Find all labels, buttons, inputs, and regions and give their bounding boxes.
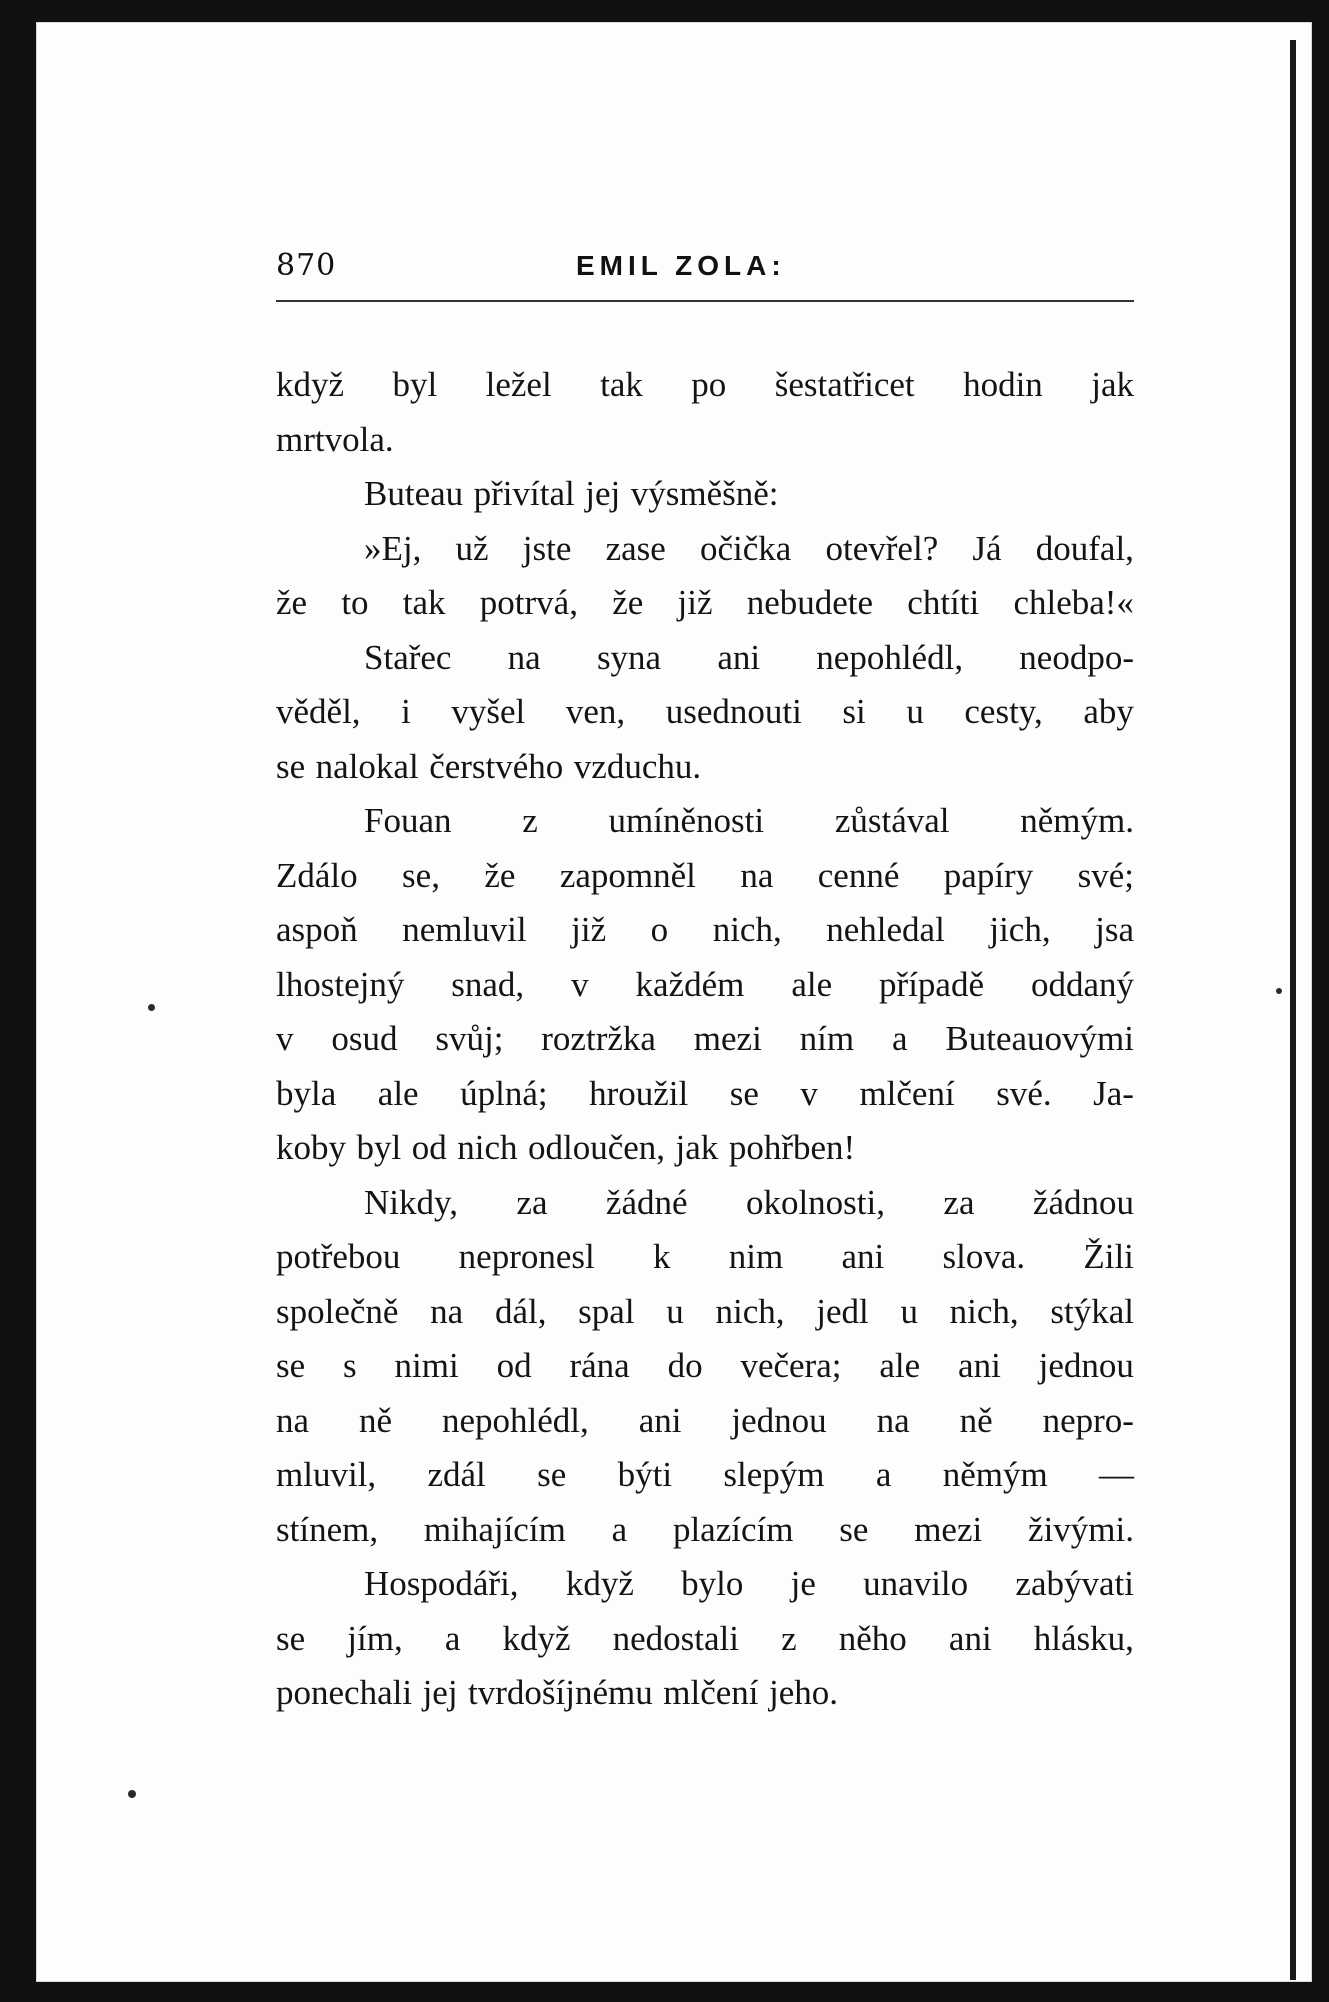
word: Buteau xyxy=(364,474,464,513)
word: Hospodáři, xyxy=(364,1564,519,1603)
word: býti xyxy=(617,1455,673,1494)
word: Já xyxy=(972,528,1002,568)
word: za xyxy=(516,1182,548,1222)
word: umíněnosti xyxy=(608,801,765,840)
word: bylo xyxy=(681,1564,744,1603)
text-line xyxy=(276,576,1134,631)
word: mlčení xyxy=(859,1073,955,1113)
word: se xyxy=(276,1618,306,1658)
word: už xyxy=(455,528,489,568)
word: vzduchu. xyxy=(573,746,702,786)
word: jednou xyxy=(731,1400,827,1440)
word: očička xyxy=(700,528,792,568)
word: je xyxy=(790,1564,816,1603)
text-line xyxy=(276,1503,1134,1558)
word: do xyxy=(667,1346,703,1385)
word: čerstvého xyxy=(429,746,564,786)
word: Žili xyxy=(1083,1237,1134,1276)
word: papíry xyxy=(943,855,1034,895)
word: jak xyxy=(1091,365,1134,404)
text-line xyxy=(276,685,1134,740)
word: osud xyxy=(331,1019,398,1058)
word: u xyxy=(906,692,924,731)
word: ním xyxy=(799,1019,855,1058)
word: že xyxy=(276,583,308,622)
word: ně xyxy=(959,1400,993,1440)
word: když xyxy=(565,1564,634,1603)
word: případě xyxy=(879,964,984,1004)
word: a xyxy=(891,1019,908,1058)
running-header xyxy=(276,248,1134,288)
running-title: EMIL ZOLA: xyxy=(576,250,786,281)
word: když xyxy=(502,1618,571,1658)
word: že xyxy=(612,583,644,622)
text-line xyxy=(276,467,1134,522)
word: aspoň xyxy=(276,910,358,949)
word: jím, xyxy=(347,1618,403,1658)
text-line xyxy=(276,1666,1134,1721)
word: k xyxy=(653,1237,671,1276)
word: tvrdošíjnému xyxy=(468,1673,653,1712)
word: po xyxy=(691,365,727,404)
paper-speck xyxy=(1276,988,1282,994)
word: potrvá, xyxy=(479,583,578,622)
word: na xyxy=(876,1400,910,1440)
text-line xyxy=(276,1230,1134,1285)
word: nim xyxy=(728,1237,784,1276)
word: ani xyxy=(948,1618,992,1658)
word: ale xyxy=(879,1346,921,1385)
word: z xyxy=(522,801,538,840)
word: i xyxy=(401,692,411,731)
text-line xyxy=(276,522,1134,577)
word: že xyxy=(484,855,516,895)
word: se xyxy=(276,1346,306,1385)
text-line xyxy=(276,1012,1134,1067)
word: šestatřicet xyxy=(774,365,915,404)
word: nepohlédl, xyxy=(816,637,964,677)
word: se xyxy=(839,1509,869,1549)
word: jej xyxy=(422,1673,458,1712)
word: svůj; xyxy=(435,1019,504,1058)
word: mlčení xyxy=(663,1673,759,1712)
text-line xyxy=(276,1557,1134,1612)
word: živými. xyxy=(1028,1509,1134,1549)
word: plazícím xyxy=(672,1509,794,1549)
word: své. xyxy=(996,1073,1052,1113)
text-line xyxy=(276,1067,1134,1122)
word: a xyxy=(875,1455,892,1494)
word: něho xyxy=(838,1618,907,1658)
word: výsměšně: xyxy=(630,474,779,513)
word: mihajícím xyxy=(423,1509,566,1549)
word: unavilo xyxy=(863,1564,969,1603)
word: rána xyxy=(569,1346,630,1385)
word: nich xyxy=(457,1128,518,1167)
word: když xyxy=(276,365,345,404)
word: lhostejný xyxy=(276,964,405,1004)
text-line xyxy=(276,1612,1134,1667)
word: Zdálo xyxy=(276,855,358,895)
word: němým. xyxy=(1020,801,1134,840)
word: nalokal xyxy=(315,746,419,786)
word: jsa xyxy=(1095,910,1134,949)
text-line xyxy=(276,1339,1134,1394)
word: odloučen, xyxy=(528,1128,666,1167)
word: zdál xyxy=(427,1455,486,1494)
word: u xyxy=(666,1291,684,1331)
word: dál, xyxy=(494,1291,547,1331)
word: jich, xyxy=(989,910,1051,949)
word: vyšel xyxy=(451,692,526,731)
word: Buteauovými xyxy=(945,1019,1134,1058)
word: ani xyxy=(638,1400,682,1440)
word: věděl, xyxy=(276,692,361,731)
word: jste xyxy=(522,528,572,568)
word: od xyxy=(411,1128,447,1167)
word: nich, xyxy=(712,910,782,949)
word: zase xyxy=(605,528,666,568)
word: ani xyxy=(841,1237,885,1276)
word: doufal, xyxy=(1035,528,1134,568)
word: u xyxy=(900,1291,918,1331)
word: a xyxy=(444,1618,461,1658)
word: Nikdy, xyxy=(364,1182,458,1222)
word: oddaný xyxy=(1030,964,1134,1004)
word: úplná; xyxy=(460,1073,548,1113)
text-line xyxy=(276,794,1134,849)
word: nemluvil xyxy=(402,910,527,949)
word: nepronesl xyxy=(458,1237,595,1276)
word: jeho. xyxy=(769,1673,839,1712)
text-line xyxy=(276,358,1134,413)
word: si xyxy=(842,692,866,731)
word: byl xyxy=(392,365,438,404)
word: roztržka xyxy=(541,1019,656,1058)
word: slepým xyxy=(723,1455,825,1494)
word: na xyxy=(430,1291,464,1331)
word: hroužil xyxy=(589,1073,689,1113)
page-number: 870 xyxy=(276,248,337,283)
word: jednou xyxy=(1038,1346,1134,1385)
word: žádnou xyxy=(1032,1182,1134,1222)
word: stýkal xyxy=(1050,1291,1134,1331)
word: potřebou xyxy=(276,1237,401,1276)
word: otevřel? xyxy=(825,528,939,568)
text-line xyxy=(276,1394,1134,1449)
word: každém xyxy=(635,964,745,1004)
word: to xyxy=(341,583,369,622)
page-edge-shadow xyxy=(1290,40,1296,1980)
word: mezi xyxy=(693,1019,762,1058)
word: koby xyxy=(276,1128,346,1167)
text-line xyxy=(276,1176,1134,1231)
word: v xyxy=(800,1073,818,1113)
word: nich, xyxy=(949,1291,1019,1331)
word: své; xyxy=(1077,855,1134,895)
word: »Ej, xyxy=(364,528,422,568)
word: nebudete xyxy=(746,583,874,622)
word: na xyxy=(740,855,774,895)
text-line xyxy=(276,740,1134,795)
word: ven, xyxy=(565,692,626,731)
word: aby xyxy=(1083,692,1134,731)
word: cesty, xyxy=(964,692,1043,731)
word: nimi xyxy=(394,1346,459,1385)
word: se xyxy=(276,746,306,786)
word: jej xyxy=(585,474,621,513)
word: jak xyxy=(675,1128,719,1167)
word: mrtvola. xyxy=(276,419,394,459)
text-line xyxy=(276,1285,1134,1340)
word: z xyxy=(781,1618,797,1658)
word: ponechali xyxy=(276,1673,413,1712)
text-line xyxy=(276,849,1134,904)
word: ani xyxy=(958,1346,1001,1385)
word: žádné xyxy=(605,1182,688,1222)
word: na xyxy=(507,637,541,677)
word: pohřben! xyxy=(728,1128,856,1167)
word: nich, xyxy=(715,1291,785,1331)
paper-speck xyxy=(128,1790,136,1798)
word: nehledal xyxy=(826,910,945,949)
word: se xyxy=(537,1455,567,1494)
word: hlásku, xyxy=(1033,1618,1134,1658)
word: ležel xyxy=(485,365,552,404)
paper-speck xyxy=(148,1004,155,1011)
word: a xyxy=(611,1509,628,1549)
word: Stařec xyxy=(364,637,452,677)
word: přivítal xyxy=(473,474,575,513)
word: chtíti xyxy=(907,583,980,622)
word: snad, xyxy=(451,964,525,1004)
word: na xyxy=(276,1400,310,1440)
word: nepohlédl, xyxy=(441,1400,589,1440)
word: slova. xyxy=(942,1237,1026,1276)
word: tak xyxy=(600,365,643,404)
word: zůstával xyxy=(834,801,950,840)
word: se, xyxy=(402,855,440,895)
header-rule xyxy=(276,300,1134,302)
word: ně xyxy=(358,1400,393,1440)
word: ani xyxy=(717,637,761,677)
word: spal xyxy=(578,1291,635,1331)
word: se xyxy=(729,1073,759,1113)
word: zabývati xyxy=(1015,1564,1134,1603)
word: ale xyxy=(791,964,833,1004)
word: ale xyxy=(377,1073,419,1113)
word: němým xyxy=(942,1455,1048,1494)
text-line xyxy=(276,958,1134,1013)
text-line xyxy=(276,1448,1134,1503)
word: mluvil, xyxy=(276,1455,377,1494)
word: mezi xyxy=(914,1509,983,1549)
text-line xyxy=(276,413,1134,468)
word: okolnosti, xyxy=(745,1182,885,1222)
word: hodin xyxy=(963,365,1043,404)
word: jedl xyxy=(816,1291,869,1331)
word: již xyxy=(677,583,713,622)
word: tak xyxy=(402,583,446,622)
word: nedostali xyxy=(612,1618,739,1658)
word: večera; xyxy=(740,1346,842,1385)
word: chleba!« xyxy=(1013,583,1134,622)
word: Fouan xyxy=(364,801,452,840)
text-line xyxy=(276,631,1134,686)
body-text xyxy=(276,358,1134,1721)
word: od xyxy=(496,1346,532,1385)
word: v xyxy=(571,964,589,1004)
word: Ja- xyxy=(1093,1073,1134,1113)
word: společně xyxy=(276,1291,399,1331)
word: nepro- xyxy=(1042,1400,1134,1440)
word: v xyxy=(276,1019,294,1058)
word: již xyxy=(571,910,607,949)
word: usednouti xyxy=(665,692,802,731)
word: za xyxy=(943,1182,975,1222)
word: — xyxy=(1099,1455,1134,1494)
word: stínem, xyxy=(276,1509,379,1549)
word: s xyxy=(343,1346,357,1385)
word: cenné xyxy=(817,855,900,895)
word: byl xyxy=(356,1128,402,1167)
word: neodpo- xyxy=(1019,637,1134,677)
text-line xyxy=(276,1121,1134,1176)
word: zapomněl xyxy=(559,855,696,895)
word: syna xyxy=(596,637,662,677)
word: o xyxy=(650,910,669,949)
word: byla xyxy=(276,1073,337,1113)
text-line xyxy=(276,903,1134,958)
